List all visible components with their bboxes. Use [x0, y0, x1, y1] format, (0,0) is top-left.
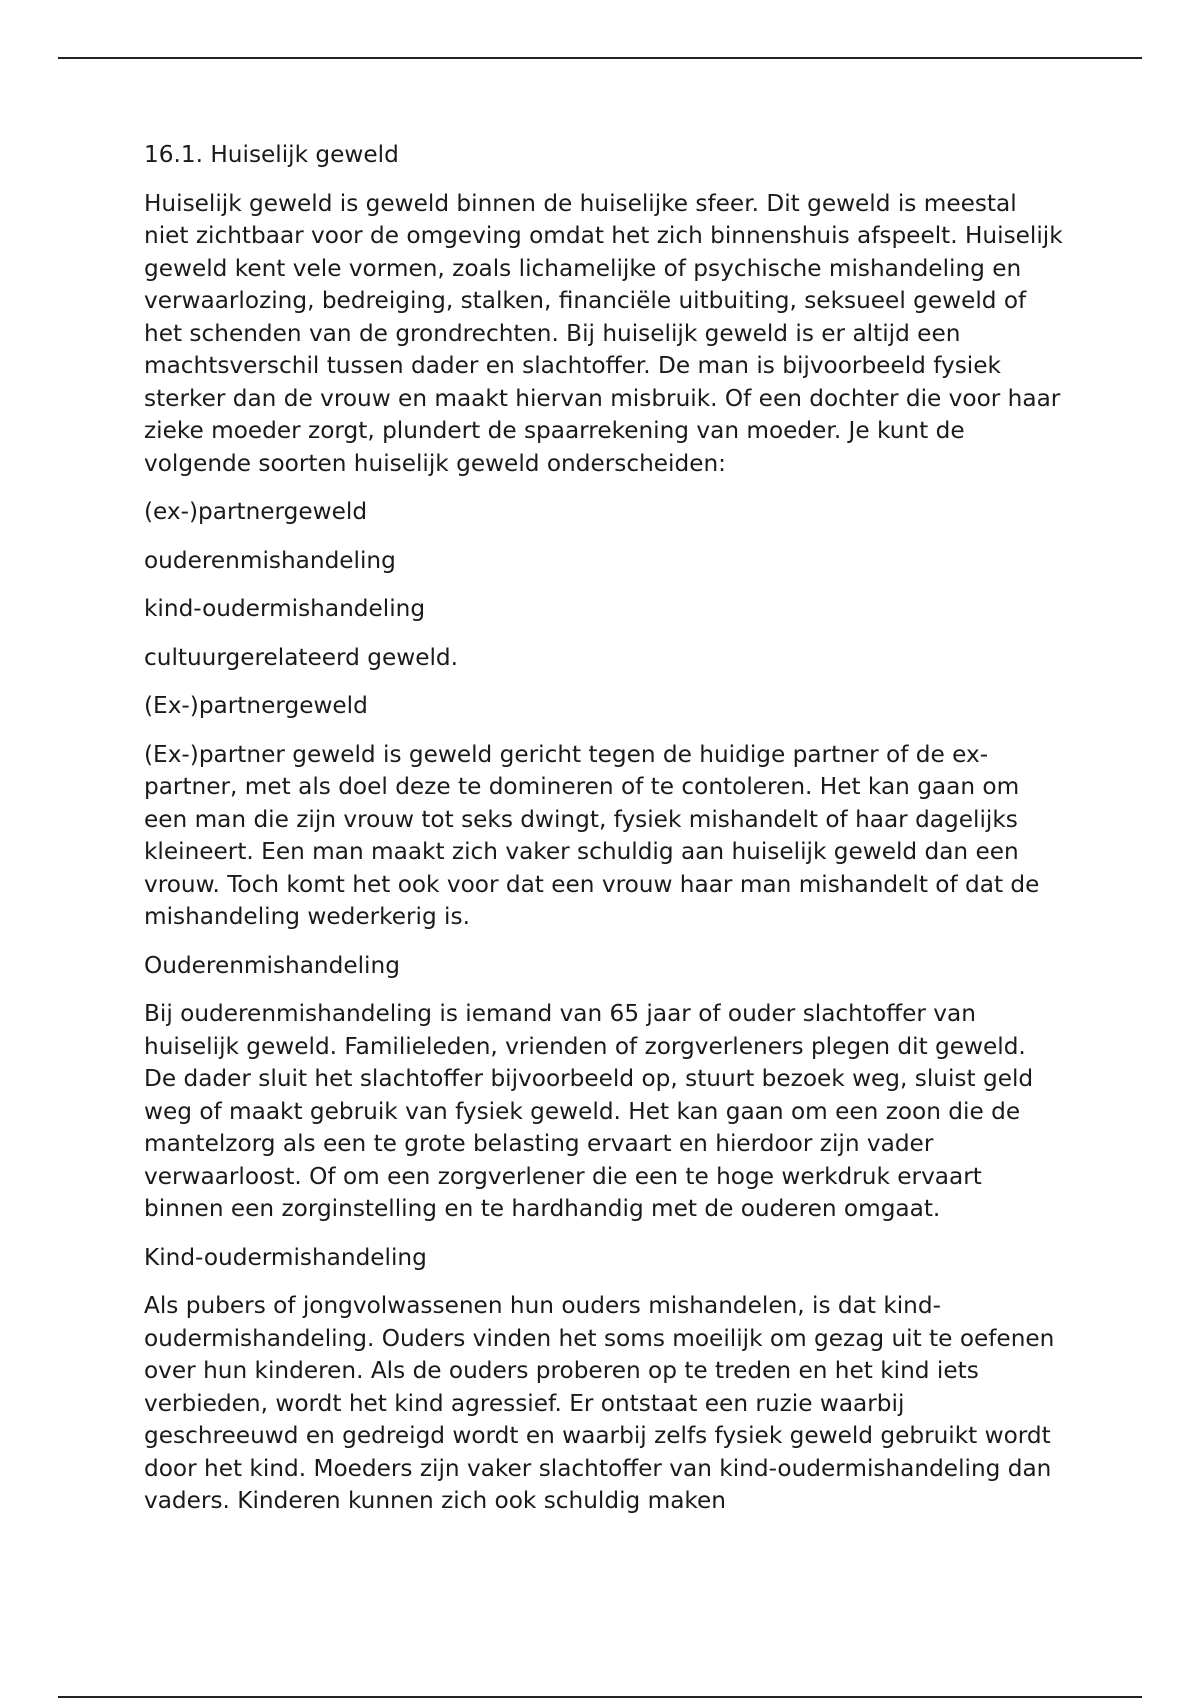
- partner-heading: (Ex-)partnergeweld: [144, 692, 368, 719]
- list-item: kind-oudermishandeling: [144, 595, 426, 622]
- list-item: ouderenmishandeling: [144, 546, 396, 574]
- elder-heading: Ouderenmishandeling: [144, 951, 400, 979]
- elder-paragraph: Bij ouderenmishandeling is iemand van 65 jaar of ouder slachtoffer van huiselijk geweld. Familieleden, vrienden of zorgverleners plegen dit geweld. De dader sluit het slachtoffer bijvoorbeeld op, stuurt bezoek weg, sluist geld weg of maakt gebruik van fysiek geweld. Het kan gaan om een zoon die de mantelzorg als een te grote belasting ervaart en hierdoor zijn vader verwaarloost. Of om een zorgverlener die een te hoge werkdruk ervaart binnen een zorginstelling en te hardhandig met de ouderen omgaat.: [144, 1000, 1034, 1222]
- intro-paragraph: Huiselijk geweld is geweld binnen de huiselijke sfeer. Dit geweld is meestal niet zichtbaar voor de omgeving omdat het zich binnenshuis afspeelt. Huiselijk geweld kent vele vormen, zoals lichamelijke of psychische mishandeling en verwaarlozing, bedreiging, stalken, financiële uitbuiting, seksueel geweld of het schenden van de grondrechten. Bij huiselijk geweld is er altijd een machtsverschil tussen dader en slachtoffer. De man is bijvoorbeeld fysiek sterker dan de vrouw en maakt hiervan misbruik. Of een dochter die voor haar zieke moeder zorgt, plundert de spaarrekening van moeder. Je kunt de volgende soorten huiselijk geweld onderscheiden:: [144, 189, 1063, 477]
- partner-paragraph: (Ex-)partner geweld is geweld gericht tegen de huidige partner of de ex-partner, met als doel deze te domineren of te contoleren. Het kan gaan om een man die zijn vrouw tot seks dwingt, fysiek mishandelt of haar dagelijks kleineert. Een man maakt zich vaker schuldig aan huiselijk geweld dan een vrouw. Toch komt het ook voor dat een vrouw haar man mishandelt of dat de mishandeling wederkerig is.: [144, 740, 1040, 930]
- footer-rule: [58, 1696, 1142, 1698]
- list-item: (ex-)partnergeweld: [144, 498, 368, 525]
- child-paragraph: Als pubers of jongvolwassenen hun ouders mishandelen, is dat kind-oudermishandeling. Ouders vinden het soms moeilijk om gezag uit te oefenen over hun kinderen. Als de ouders proberen op te treden en het kind iets verbieden, wordt het kind agressief. Er ontstaat een ruzie waarbij geschreeuwd en gedreigd wordt en waarbij zelfs fysiek geweld gebruikt wordt door het kind. Moeders zijn vaker slachtoffer van kind-oudermishandeling dan vaders. Kinderen kunnen zich ook schuldig maken: [144, 1292, 1055, 1514]
- page-content: [144, 139, 1064, 1534]
- list-item: cultuurgerelateerd geweld.: [144, 643, 459, 671]
- section-title: 16.1. Huiselijk geweld: [144, 141, 399, 168]
- header-rule: [58, 57, 1142, 59]
- child-heading: Kind-oudermishandeling: [144, 1243, 427, 1271]
